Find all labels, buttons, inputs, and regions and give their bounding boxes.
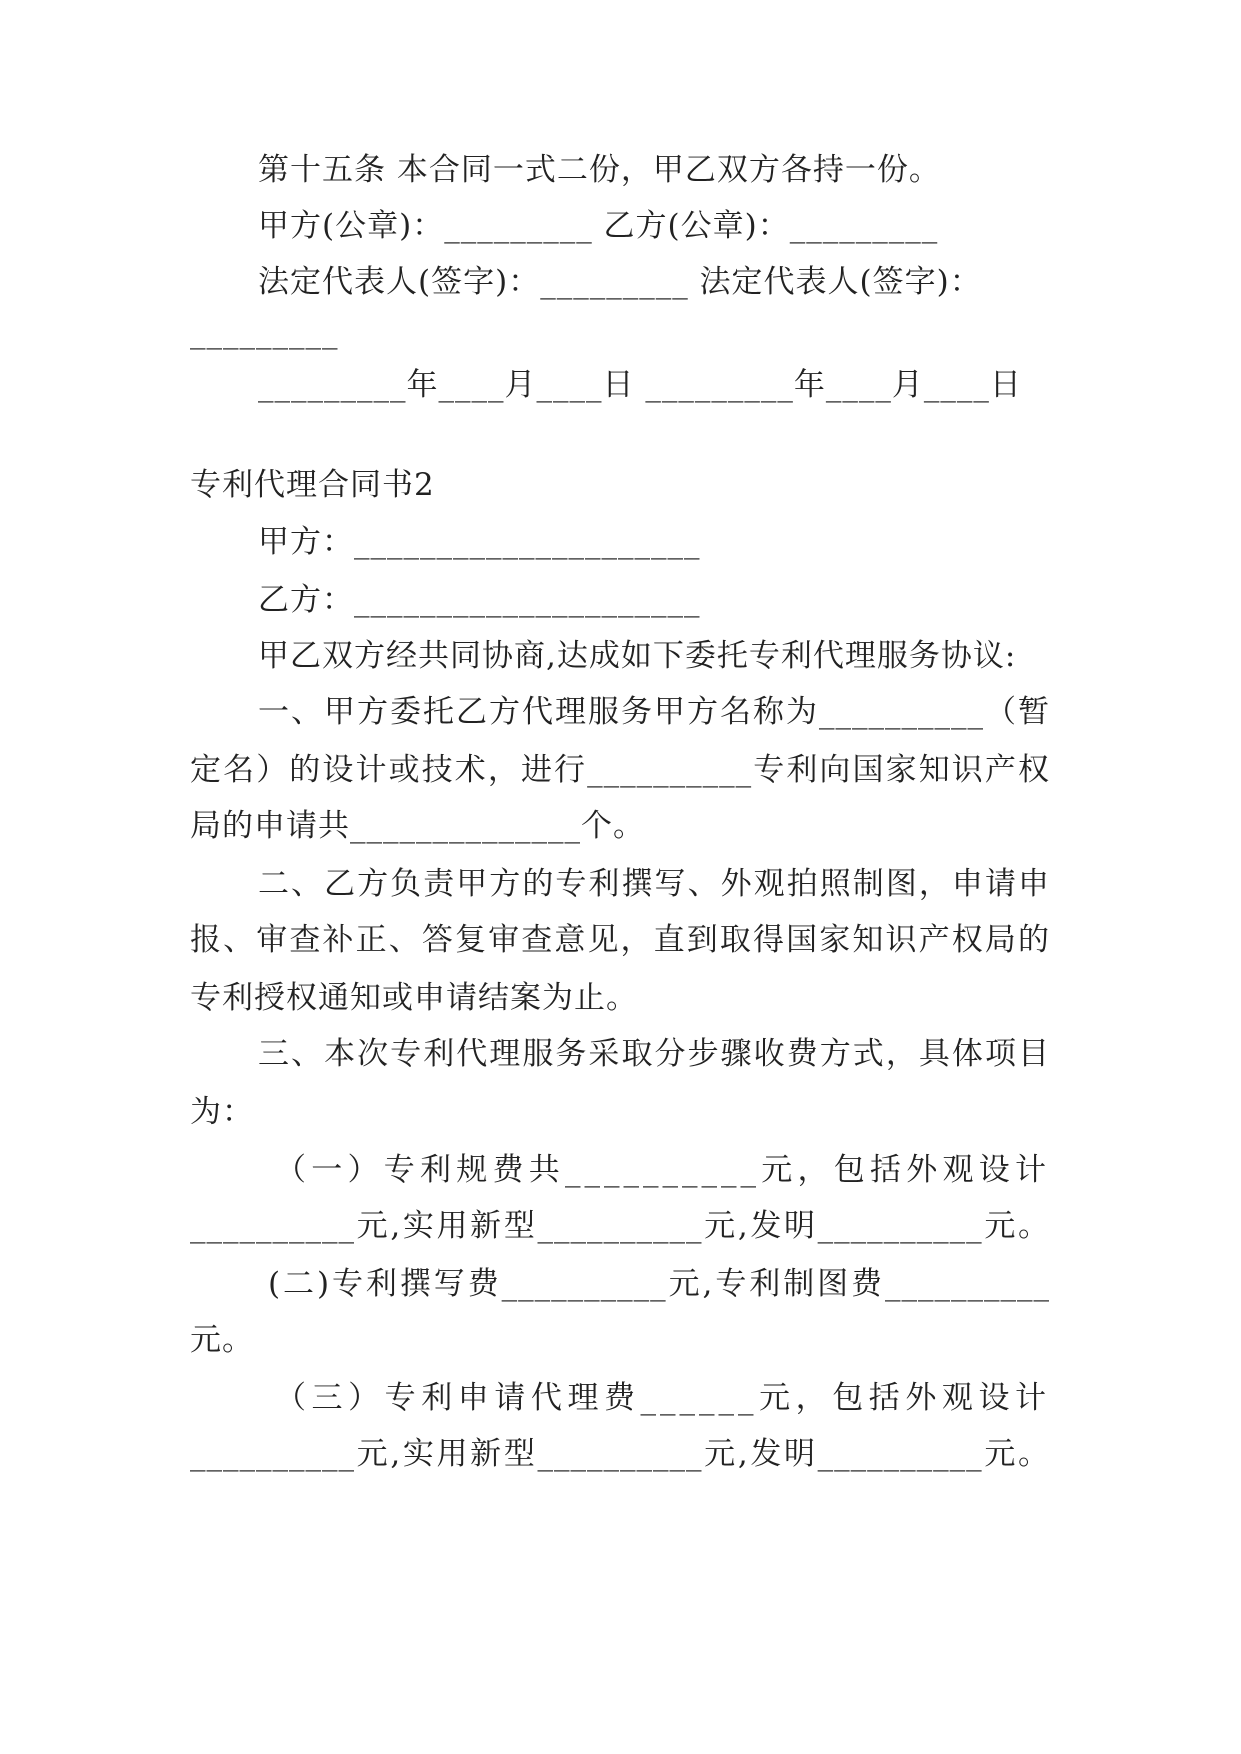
clause-2-line-2: 报、审查补正、答复审查意见，直到取得国家知识产权局的	[190, 922, 1050, 958]
clause-1-line-1: 一、甲方委托乙方代理服务甲方名称为__________（暂	[258, 694, 1050, 730]
representative-line: 法定代表人(签字)：_________ 法定代表人(签字)：	[258, 264, 982, 300]
party-a-line: 甲方：_____________________	[258, 524, 701, 560]
agreement-intro: 甲乙双方经共同协商,达成如下委托专利代理服务协议:	[258, 638, 1017, 674]
fee-1-line-2: __________元,实用新型__________元,发明__________元。	[190, 1208, 1050, 1244]
clause-1-line-2: 定名）的设计或技术，进行__________专利向国家知识产权	[190, 752, 1050, 788]
fee-1-line-1: （一）专利规费共__________元，包括外观设计	[275, 1152, 1050, 1188]
clause-2-line-1: 二、乙方负责甲方的专利撰写、外观拍照制图，申请申	[258, 866, 1050, 902]
document-title: 专利代理合同书2	[190, 467, 435, 503]
fee-3-line-2: __________元,实用新型__________元,发明__________元。	[190, 1436, 1050, 1472]
fee-2-line-1: (二)专利撰写费__________元,专利制图费__________	[268, 1266, 1050, 1302]
party-b-line: 乙方：_____________________	[258, 582, 701, 618]
clause-3-line-1: 三、本次专利代理服务采取分步骤收费方式，具体项目	[258, 1036, 1050, 1072]
clause-1-line-3: 局的申请共______________个。	[190, 808, 645, 844]
seal-line: 甲方(公章)：_________ 乙方(公章)：_________	[258, 208, 939, 244]
clause-2-line-3: 专利授权通知或申请结案为止。	[190, 980, 638, 1016]
representative-blank: _________	[190, 314, 339, 350]
fee-2-line-2: 元。	[190, 1322, 254, 1358]
clause-15: 第十五条 本合同一式二份，甲乙双方各持一份。	[258, 152, 941, 188]
date-line: _________年____月____日 _________年____月____日	[258, 367, 1022, 403]
clause-3-line-2: 为：	[190, 1094, 254, 1130]
fee-3-line-1: （三）专利申请代理费______元，包括外观设计	[275, 1380, 1050, 1416]
